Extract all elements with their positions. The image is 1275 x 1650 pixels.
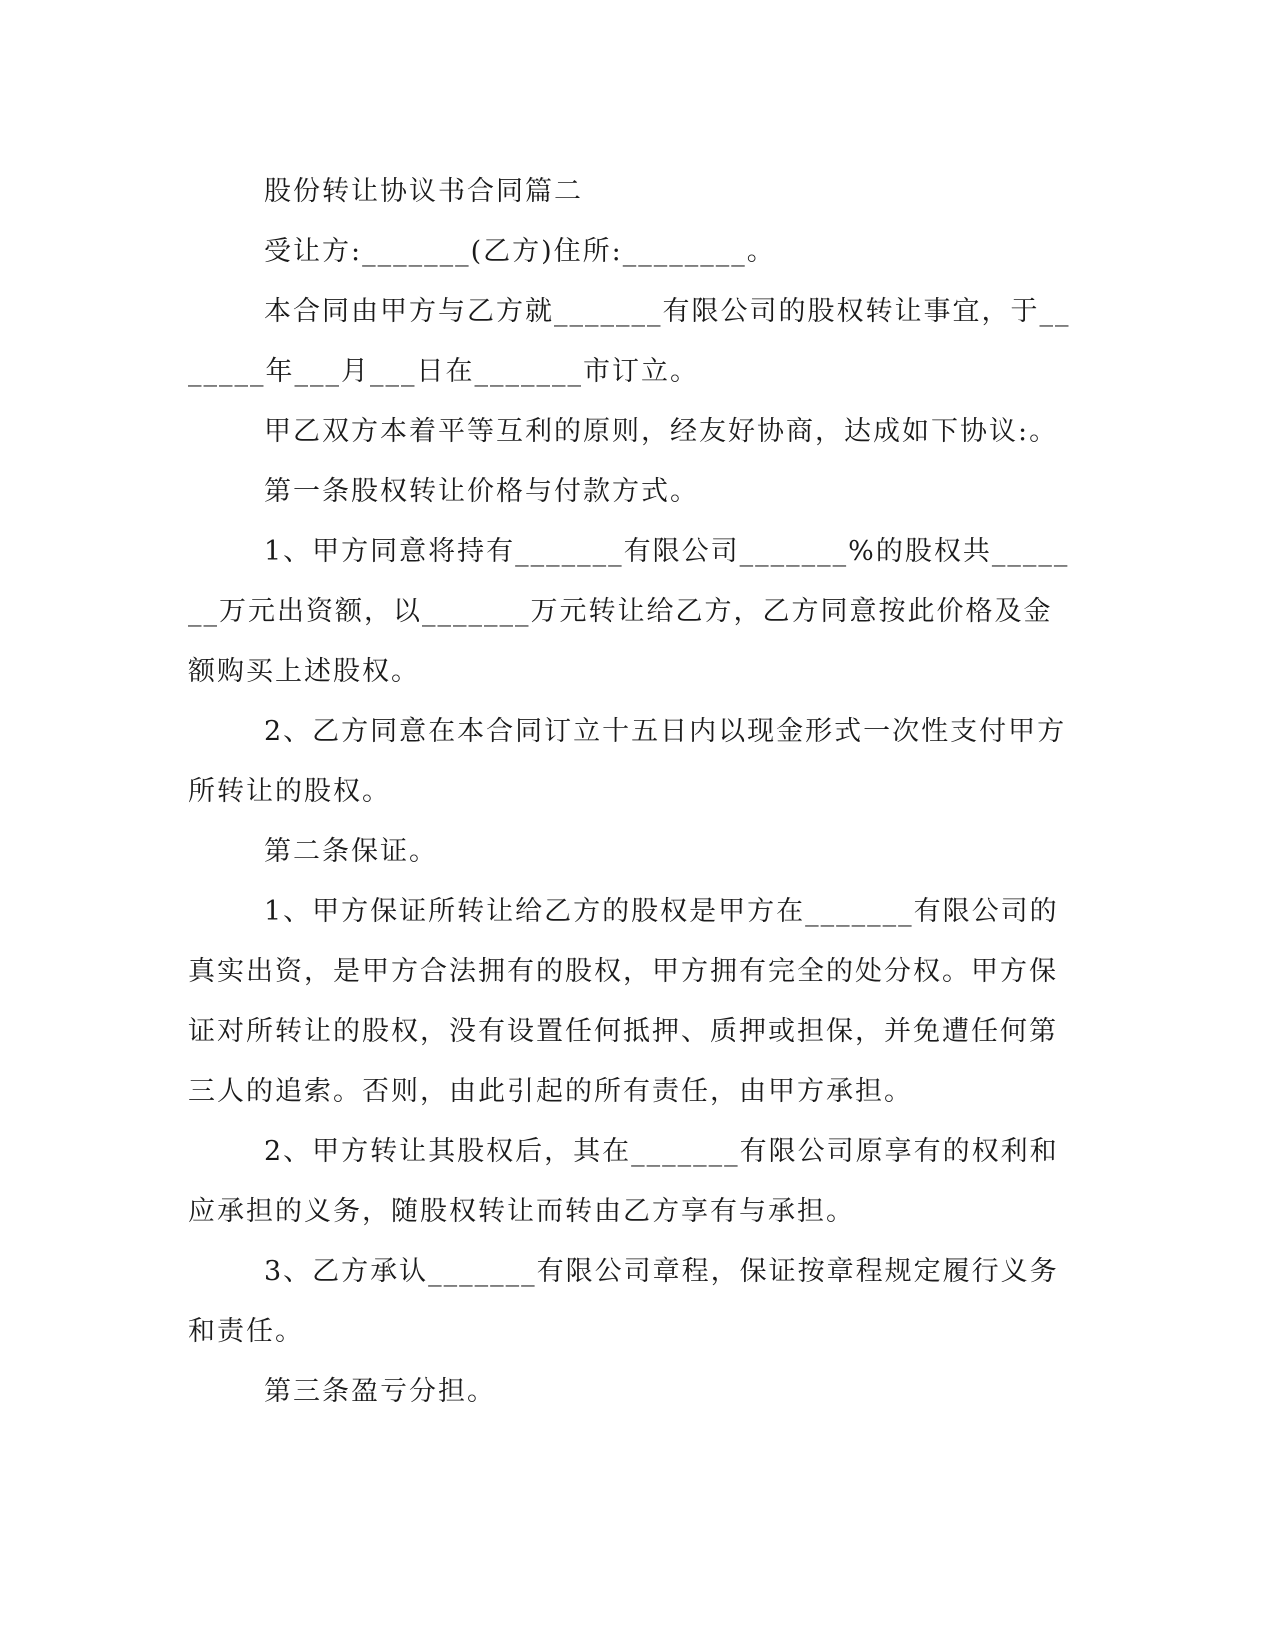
- article-two-heading: 第二条保证。: [264, 836, 438, 867]
- document-body: [188, 162, 1076, 1422]
- assignee-line: 受让方:_______(乙方)住所:________。: [264, 236, 776, 267]
- article-one-heading: 第一条股权转让价格与付款方式。: [264, 476, 699, 507]
- document-title: 股份转让协议书合同篇二: [264, 176, 583, 207]
- article-two-clause-1: 1、甲方保证所转让给乙方的股权是甲方在_______有限公司的真实出资，是甲方合法拥有的股权，甲方拥有完全的处分权。甲方保证对所转让的股权，没有设置任何抵押、质押或担保，并免遭任何第三人的追索。否则，由此引起的所有责任，由甲方承担。: [188, 896, 1059, 1107]
- agreement-principle-paragraph: 甲乙双方本着平等互利的原则，经友好协商，达成如下协议:。: [264, 416, 1059, 447]
- contract-intro-paragraph: 本合同由甲方与乙方就_______有限公司的股权转让事宜，于_______年___月___日在_______市订立。: [188, 296, 1071, 387]
- article-one-clause-1: 1、甲方同意将持有_______有限公司_______%的股权共_______万元出资额，以_______万元转让给乙方，乙方同意按此价格及金额购买上述股权。: [188, 536, 1070, 687]
- article-two-clause-2: 2、甲方转让其股权后，其在_______有限公司原享有的权利和应承担的义务，随股权转让而转由乙方享有与承担。: [188, 1136, 1059, 1227]
- article-one-clause-2: 2、乙方同意在本合同订立十五日内以现金形式一次性支付甲方所转让的股权。: [188, 716, 1067, 807]
- article-two-clause-3: 3、乙方承认_______有限公司章程，保证按章程规定履行义务和责任。: [188, 1256, 1059, 1347]
- article-three-heading: 第三条盈亏分担。: [264, 1376, 496, 1407]
